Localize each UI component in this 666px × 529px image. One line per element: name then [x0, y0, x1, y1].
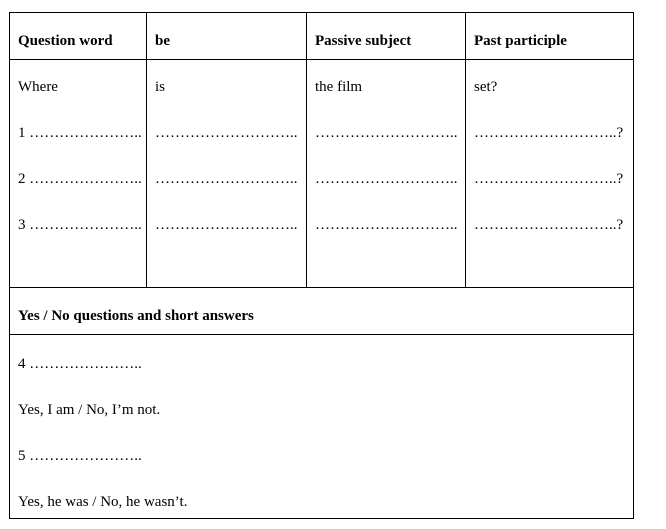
example-be: is: [155, 79, 166, 95]
blank-be-2: ………………………..: [155, 171, 298, 187]
blank-past-participle-2: ………………………..?: [474, 171, 624, 187]
answer-5: Yes, he was / No, he wasn’t.: [18, 494, 188, 510]
blank-question-word-3: 3 …………………..: [18, 217, 142, 233]
blank-past-participle-3: ………………………..?: [474, 217, 624, 233]
short-answers-row: [10, 335, 634, 519]
short-answers-area: [10, 335, 634, 519]
header-row: [10, 13, 634, 60]
header-passive-subject: Passive subject: [307, 13, 466, 60]
answer-rows: [10, 60, 634, 288]
passive-questions-table: [9, 12, 634, 519]
answer-4: Yes, I am / No, I’m not.: [18, 402, 161, 418]
grammar-worksheet: [9, 12, 633, 520]
past-participle-column: [466, 60, 634, 288]
header-be: be: [147, 13, 307, 60]
blank-question-word-2: 2 …………………..: [18, 171, 142, 187]
blank-passive-subject-3: ………………………..: [315, 217, 458, 233]
be-column: [147, 60, 307, 288]
blank-question-word-1: 1 …………………..: [18, 125, 142, 141]
blank-be-1: ………………………..: [155, 125, 298, 141]
passive-subject-column: [307, 60, 466, 288]
blank-passive-subject-2: ………………………..: [315, 171, 458, 187]
example-passive-subject: the film: [315, 79, 363, 95]
section-title-row: [10, 288, 634, 335]
blank-past-participle-1: ………………………..?: [474, 125, 624, 141]
example-past-participle: set?: [474, 79, 498, 95]
blank-passive-subject-1: ………………………..: [315, 125, 458, 141]
blank-question-4: 4 …………………..: [18, 356, 142, 372]
header-past-participle: Past participle: [466, 13, 634, 60]
blank-be-3: ………………………..: [155, 217, 298, 233]
header-question-word: Question word: [10, 13, 147, 60]
blank-question-5: 5 …………………..: [18, 448, 142, 464]
section-title: Yes / No questions and short answers: [10, 288, 634, 335]
question-word-column: [10, 60, 147, 288]
example-question-word: Where: [18, 79, 58, 95]
